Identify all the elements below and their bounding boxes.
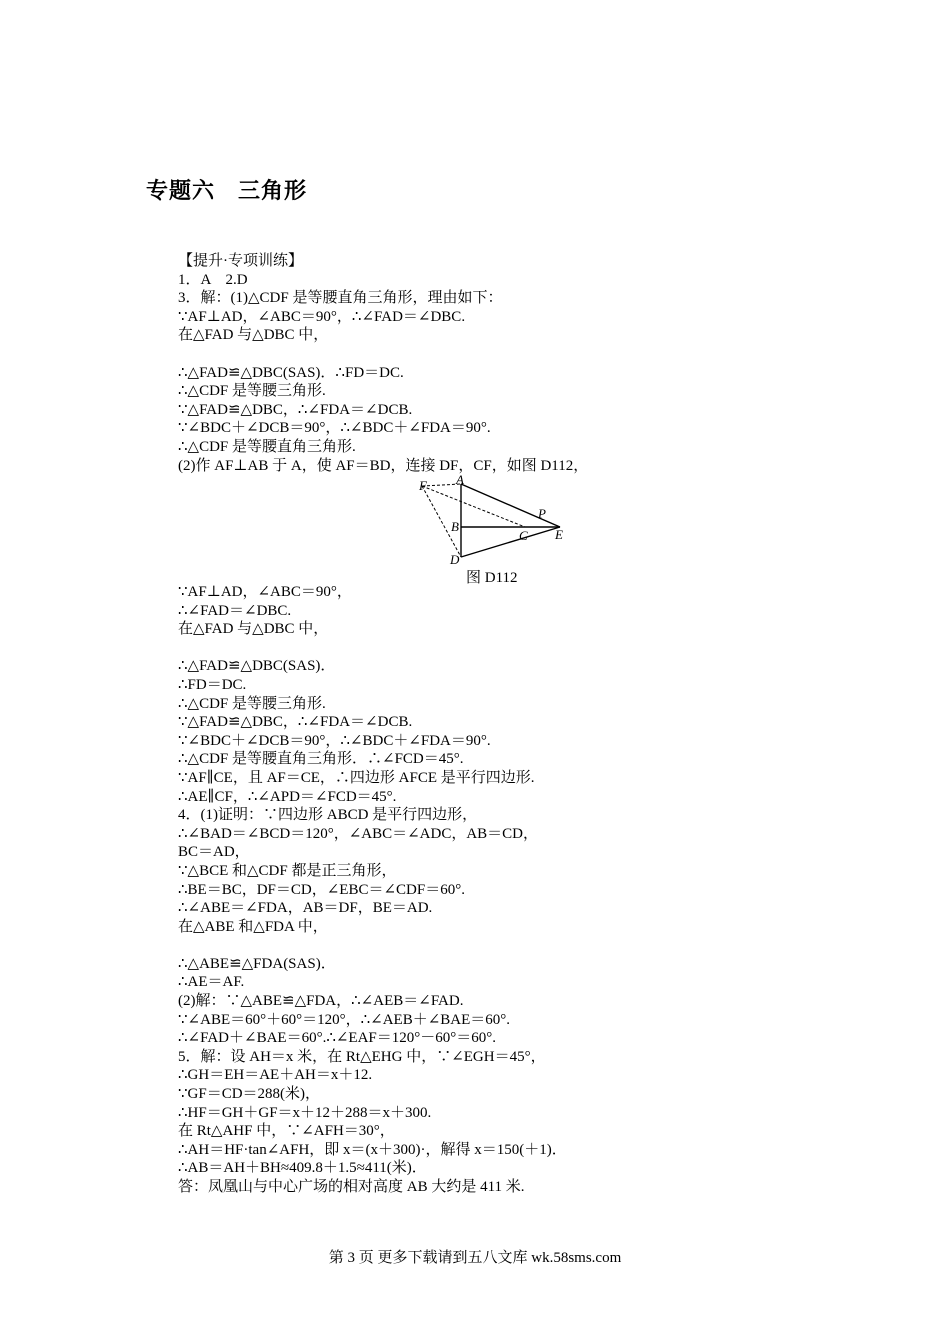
label-e: E [555, 527, 563, 542]
text-line: ∴HF＝GH＋GF＝x＋12＋288＝x＋300. [178, 1104, 432, 1121]
label-c: C [519, 528, 528, 543]
text-line: ∵AF⊥AD，∠ABC＝90°，∴∠FAD＝∠DBC. [178, 308, 466, 325]
label-b: B [451, 519, 459, 534]
text-line: ∴△ABE≌△FDA(SAS)． [178, 955, 336, 972]
text-line: 答：凤凰山与中心广场的相对高度 AB 大约是 411 米. [178, 1179, 525, 1195]
solution-block-1 [178, 252, 588, 475]
segment-fc [422, 486, 525, 527]
text-line: ∴△CDF 是等腰三角形. [178, 695, 326, 712]
label-a: A [456, 472, 464, 487]
text-line: 在 Rt△AHF 中，∵∠AFH＝30°， [178, 1123, 395, 1140]
text-line: ∴∠BAD＝∠BCD＝120°，∠ABC＝∠ADC，AB＝CD， [178, 825, 539, 842]
text-line: ∵∠ABE＝60°＋60°＝120°，∴∠AEB＋∠BAE＝60°. [178, 1011, 511, 1028]
text-line: ∴AE∥CF，∴∠APD＝∠FCD＝45°. [178, 788, 397, 805]
text-line: ∵AF⊥AD，∠ABC＝90°， [178, 584, 352, 600]
text-line: ∵△FAD≌△DBC，∴∠FDA＝∠DCB. [178, 714, 413, 731]
figure-caption: 图 D112 [466, 570, 518, 586]
text-line: ∴△CDF 是等腰三角形. [178, 383, 326, 400]
text-line: ∴△CDF 是等腰直角三角形. [178, 438, 356, 455]
text-line: ∴∠FAD＝∠DBC. [178, 602, 292, 619]
page-footer: 第 3 页 更多下载请到五八文库 wk.58sms.com [328, 1250, 622, 1266]
section-heading: 【提升·专项训练】 [178, 253, 303, 269]
text-line: ∴△FAD≌△DBC(SAS)．∴FD＝DC. [178, 364, 404, 381]
label-d: D [450, 552, 460, 567]
text-line: ∴FD＝DC. [178, 676, 247, 693]
text-line: ∴BE＝BC，DF＝CD，∠EBC＝∠CDF＝60°. [178, 881, 465, 898]
text-line: ∵∠BDC＋∠DCB＝90°，∴∠BDC＋∠FDA＝90°. [178, 420, 491, 437]
blank-line [178, 639, 567, 658]
text-line: 1．A 2.D [178, 271, 248, 288]
text-line: 在△FAD 与△DBC 中， [178, 621, 329, 638]
text-line: 在△FAD 与△DBC 中， [178, 327, 329, 344]
label-p: P [538, 506, 546, 521]
text-line: ∴AE＝AF. [178, 974, 245, 991]
text-line: ∴∠ABE＝∠FDA，AB＝DF，BE＝AD. [178, 900, 433, 917]
text-line: ∵AF∥CE，且 AF＝CE，∴四边形 AFCE 是平行四边形. [178, 769, 535, 786]
segment-de [461, 527, 560, 557]
label-f: F [419, 478, 427, 493]
text-line: (2)解：∵△ABE≌△FDA，∴∠AEB＝∠FAD. [178, 993, 464, 1010]
text-line: ∵∠BDC＋∠DCB＝90°，∴∠BDC＋∠FDA＝90°. [178, 732, 491, 749]
figure-d112 [410, 472, 580, 572]
blank-line [178, 936, 567, 955]
page-title: 专题六 三角形 [146, 179, 308, 204]
text-line: (2)作 AF⊥AB 于 A，使 AF＝BD，连接 DF，CF，如图 D112， [178, 457, 589, 474]
text-line: ∵GF＝CD＝288(米)， [178, 1086, 321, 1103]
text-line: ∴AH＝HF·tan∠AFH，即 x＝(x＋300)·，解得 x＝150(＋1)． [178, 1141, 567, 1158]
text-line: 3．解：(1)△CDF 是等腰直角三角形，理由如下： [178, 290, 503, 307]
text-line: 在△ABE 和△FDA 中， [178, 918, 328, 935]
text-line: ∴AB＝AH＋BH≈409.8＋1.5≈411(米)． [178, 1160, 427, 1177]
text-line: ∴△FAD≌△DBC(SAS)． [178, 658, 336, 675]
text-line: 5．解：设 AH＝x 米，在 Rt△EHG 中，∵∠EGH＝45°， [178, 1048, 546, 1065]
text-line: ∵△BCE 和△CDF 都是正三角形， [178, 862, 397, 879]
solution-block-2 [178, 583, 567, 1197]
text-line: ∵△FAD≌△DBC，∴∠FDA＝∠DCB. [178, 401, 413, 418]
blank-line [178, 345, 588, 364]
text-line: 4．(1)证明：∵四边形 ABCD 是平行四边形， [178, 807, 478, 824]
text-line: ∴GH＝EH＝AE＋AH＝x＋12. [178, 1067, 373, 1084]
text-line: ∴∠FAD＋∠BAE＝60°.∴∠EAF＝120°－60°＝60°. [178, 1030, 497, 1047]
text-line: BC＝AD， [178, 844, 250, 861]
text-line: ∴△CDF 是等腰直角三角形．∴∠FCD＝45°. [178, 751, 464, 768]
